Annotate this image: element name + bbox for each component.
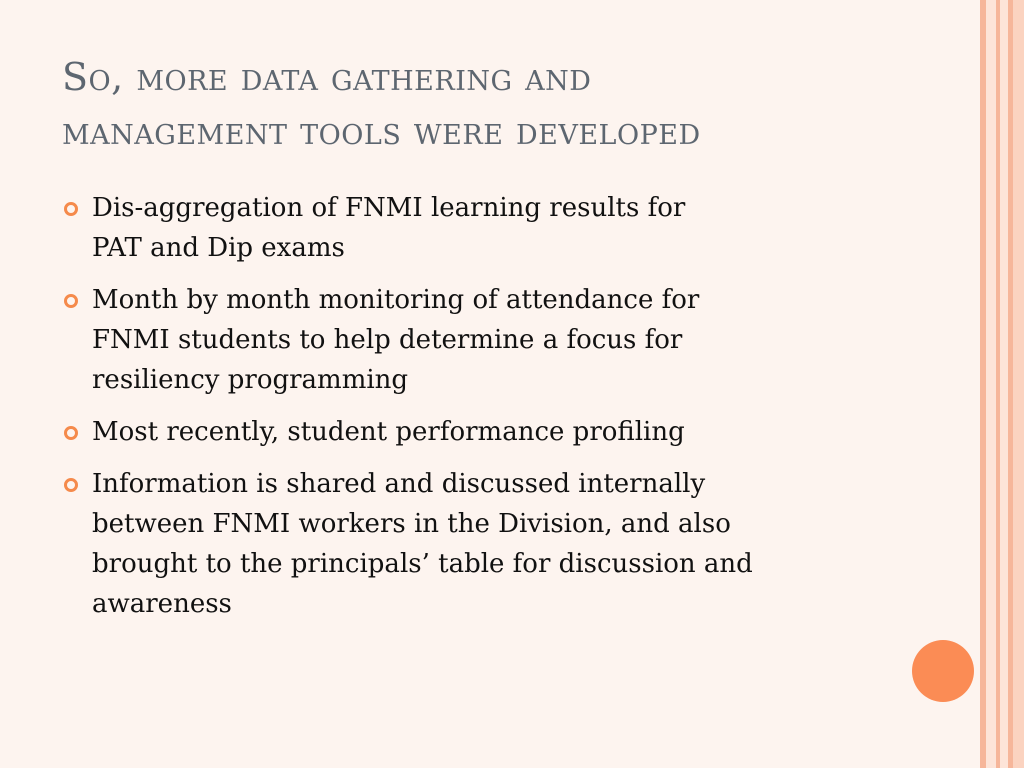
- hollow-circle-bullet-icon: [64, 426, 78, 440]
- slide-title-line-2: management tools were developed: [62, 109, 701, 153]
- bullet-list: [62, 188, 892, 636]
- decorative-side-stripes: [980, 0, 1024, 768]
- bullet-item: [62, 280, 892, 400]
- slide-title: [62, 50, 942, 158]
- bullet-text-line: between FNMI workers in the Division, and also: [92, 509, 731, 539]
- bullet-item: [62, 464, 892, 624]
- bullet-text-line: awareness: [92, 589, 232, 619]
- bullet-text-line: Information is shared and discussed internally: [92, 469, 706, 499]
- hollow-circle-bullet-icon: [64, 294, 78, 308]
- bullet-text-line: Most recently, student performance profiling: [92, 417, 685, 447]
- decorative-orange-circle: [912, 640, 974, 702]
- bullet-text-line: resiliency programming: [92, 365, 409, 395]
- bullet-text-line: FNMI students to help determine a focus for: [92, 325, 683, 355]
- bullet-item: [62, 412, 892, 452]
- bullet-text-line: Dis-aggregation of FNMI learning results for: [92, 193, 686, 223]
- slide-title-line-1: So, more data gathering and: [62, 55, 592, 99]
- stripe: [1013, 0, 1024, 768]
- bullet-text-line: PAT and Dip exams: [92, 233, 345, 263]
- bullet-item: [62, 188, 892, 268]
- bullet-text-line: Month by month monitoring of attendance for: [92, 285, 700, 315]
- hollow-circle-bullet-icon: [64, 202, 78, 216]
- stripe: [1000, 0, 1008, 768]
- hollow-circle-bullet-icon: [64, 478, 78, 492]
- stripe: [986, 0, 996, 768]
- bullet-text-line: brought to the principals’ table for discussion and: [92, 549, 753, 579]
